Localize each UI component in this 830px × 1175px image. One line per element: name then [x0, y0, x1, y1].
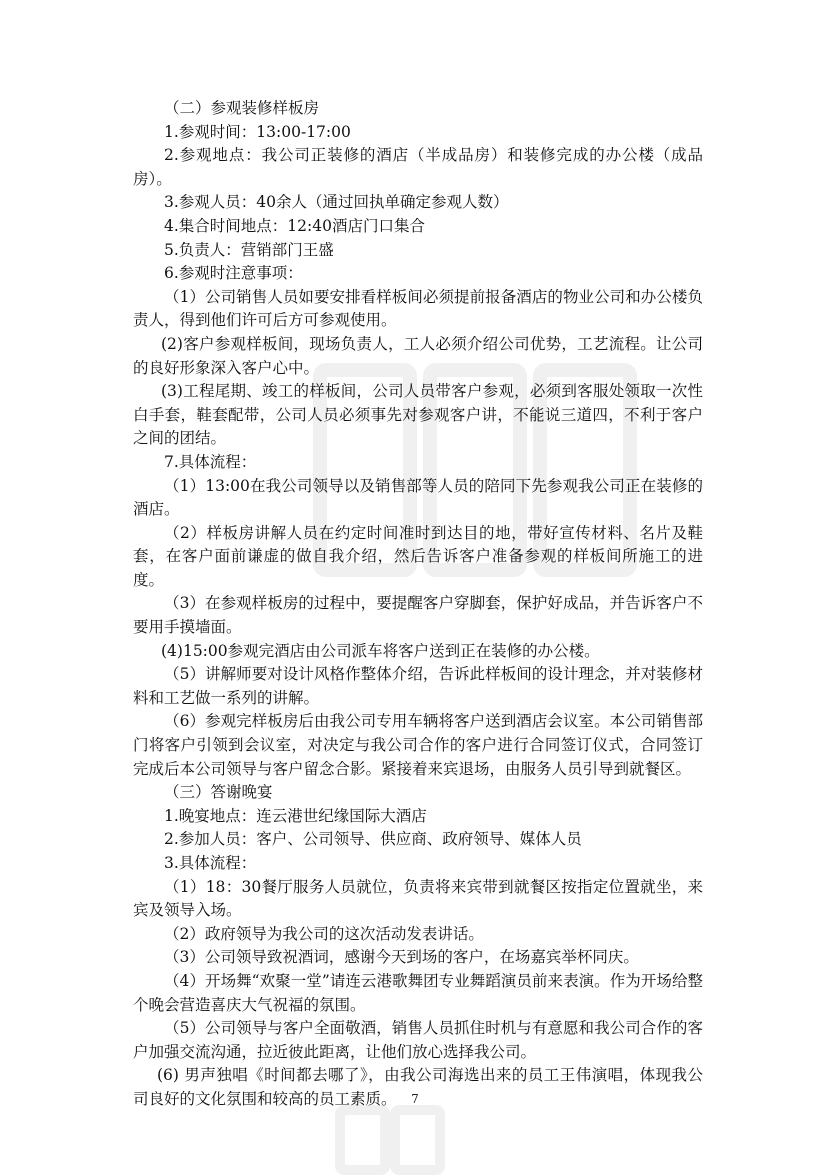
paragraph: （2）样板房讲解人员在约定时间准时到达目的地，带好宣传材料、名片及鞋套，在客户面前谦虚的做自我介绍，然后告诉客户准备参观的样板间所施工的进度。 [133, 523, 703, 589]
paragraph: （4）开场舞“欢聚一堂”请连云港歌舞团专业舞蹈演员前来表演。作为开场给整个晚会营造喜庆大气祝福的氛围。 [133, 971, 703, 1014]
paragraph: (2)客户参观样板间，现场负责人，工人必须介绍公司优势，工艺流程。让公司的良好形象深入客户心中。 [133, 334, 703, 377]
paragraph: （1）公司销售人员如要安排看样板间必须提前报备酒店的物业公司和办公楼负责人，得到他们许可后方可参观使用。 [133, 287, 703, 330]
paragraph: 2.参加人员：客户、公司领导、供应商、政府领导、媒体人员 [164, 830, 582, 849]
paragraph: （1）18：30餐厅服务人员就位，负责将来宾带到就餐区按指定位置就坐，来宾及领导入场。 [133, 877, 703, 920]
paragraph: （3）公司领导致祝酒词，感谢今天到场的客户，在场嘉宾举杯同庆。 [164, 948, 639, 967]
paragraph: （1）13:00在我公司领导以及销售部等人员的陪同下先参观我公司正在装修的酒店。 [133, 476, 703, 519]
paragraph: 6.参观时注意事项： [164, 264, 303, 283]
paragraph: 4.集合时间地点：12:40酒店门口集合 [164, 216, 425, 235]
paragraph: (6) 男声独唱《时间都去哪了》，由我公司海选出来的员工王伟演唱，体现我公司良好的文化氛围和较高的员工素质。 [133, 1066, 703, 1108]
paragraph: (4)15:00参观完酒店由公司派车将客户送到正在装修的办公楼。 [161, 641, 600, 660]
paragraph: 3.具体流程： [164, 854, 257, 872]
paragraph: （6）参观完样板房后由我公司专用车辆将客户送到酒店会议室。本公司销售部门将客户引领到会议室，对决定与我公司合作的客户进行合同签订仪式，合同签订完成后本公司领导与客户留念合影。紧接着来宾退场，由服务人员引导到就餐区。 [133, 712, 703, 778]
paragraph: 3.参观人员：40余人（通过回执单确定参观人数） [164, 193, 509, 212]
page-number: 7 [411, 1092, 419, 1106]
paragraph: （2）政府领导为我公司的这次活动发表讲话。 [164, 924, 484, 943]
paragraph: 7.具体流程： [164, 452, 257, 471]
paragraph: 2.参观地点：我公司正装修的酒店（半成品房）和装修完成的办公楼（成品房）。 [133, 146, 703, 188]
paragraph: （5）公司领导与客户全面敬酒，销售人员抓住时机与有意愿和我公司合作的客户加强交流沟通，拉近彼此距离，让他们放心选择我公司。 [133, 1019, 703, 1061]
paragraph: 5.负责人：营销部门王盛 [164, 240, 334, 259]
paragraph: 1.晚宴地点：连云港世纪缘国际大酒店 [164, 806, 427, 825]
paragraph: 1.参观时间：13:00-17:00 [164, 122, 351, 141]
paragraph: （3）在参观样板房的过程中，要提醒客户穿脚套，保护好成品，并告诉客户不要用手摸墙面。 [133, 594, 703, 637]
paragraph: （5）讲解师要对设计风格作整体介绍，告诉此样板间的设计理念，并对装修材料和工艺做一系列的讲解。 [133, 665, 703, 707]
paragraph: （二）参观装修样板房 [164, 99, 320, 117]
document-body [133, 97, 703, 1112]
paragraph: （三）答谢晚宴 [164, 783, 273, 802]
paragraph: (3)工程尾期、竣工的样板间，公司人员带客户参观，必须到客服处领取一次性白手套，鞋套配带，公司人员必须事先对参观客户讲，不能说三道四，不利于客户之间的团结。 [133, 382, 703, 448]
